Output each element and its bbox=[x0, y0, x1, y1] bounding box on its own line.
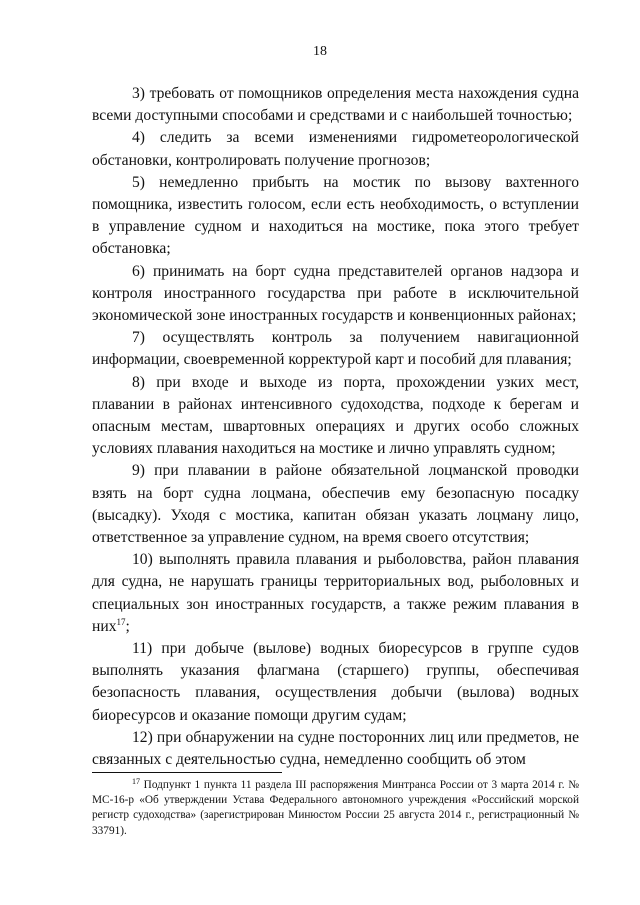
paragraph-10-text: 10) выполнять правила плавания и рыболовства, район плавания для судна, не нарушать границы территориальных вод, рыболовных и специальных зон иностранных государств, а также режим плавания в них bbox=[92, 551, 579, 635]
paragraph-9: 9) при плавании в районе обязательной лоцманской проводки взять на борт судна лоцмана, обеспечив ему безопасную посадку (высадку). Уходя с мостика, капитан обязан указать лоцману лицо, ответственное за управление судном, на время своего отсутствия; bbox=[92, 462, 579, 547]
paragraph-5: 5) немедленно прибыть на мостик по вызову вахтенного помощника, известить голосом, если есть необходимость, о вступлении в управление судном и находиться на мостике, пока этого требует обстановка; bbox=[92, 173, 579, 258]
paragraph-6: 6) принимать на борт судна представителей органов надзора и контроля иностранного государства при работе в исключительной экономической зоне иностранных государств и конвенционных районах; bbox=[92, 262, 579, 325]
footnote-divider bbox=[92, 772, 282, 773]
footnote-marker: 17 bbox=[132, 777, 140, 786]
footnote bbox=[92, 778, 579, 839]
paragraph-8: 8) при входе и выходе из порта, прохождении узких мест, плавании в районах интенсивного судоходства, подходе к берегам и опасным местам, швартовных операциях и других особо сложных условиях плавания находиться на мостике и лично управлять судном; bbox=[92, 373, 579, 458]
paragraph-10-tail: ; bbox=[125, 617, 130, 635]
paragraph-10 bbox=[92, 549, 579, 638]
paragraph-12: 12) при обнаружении на судне посторонних лиц или предметов, не связанных с деятельностью судна, немедленно сообщить об этом bbox=[92, 728, 579, 769]
footnote-reference: 17 bbox=[116, 616, 126, 627]
paragraph-11: 11) при добыче (вылове) водных биоресурсов в группе судов выполнять указания флагмана (старшего) группы, обеспечивая безопасность плавания, осуществления добычи (вылова) водных биоресурсов и оказание помощи другим судам; bbox=[92, 640, 579, 724]
footnote-text: Подпункт 1 пункта 11 раздела III распоряжения Минтранса России от 3 марта 2014 г. № МС-16-р «Об утверждении Устава Федерального автономного учреждения «Российский морской регистр судоходства» (зарегистрирован Минюстом России 25 августа 2014 г., регистрационный № 33791). bbox=[92, 779, 579, 837]
paragraph-7: 7) осуществлять контроль за получением навигационной информации, своевременной корректурой карт и пособий для плавания; bbox=[92, 329, 579, 369]
paragraph-4: 4) следить за всеми изменениями гидрометеорологической обстановки, контролировать получение прогнозов; bbox=[92, 129, 579, 169]
paragraph-3: 3) требовать от помощников определения места нахождения судна всеми доступными способами и средствами и с наибольшей точностью; bbox=[92, 85, 579, 125]
page-number: 18 bbox=[313, 44, 327, 59]
main-text bbox=[92, 83, 579, 771]
